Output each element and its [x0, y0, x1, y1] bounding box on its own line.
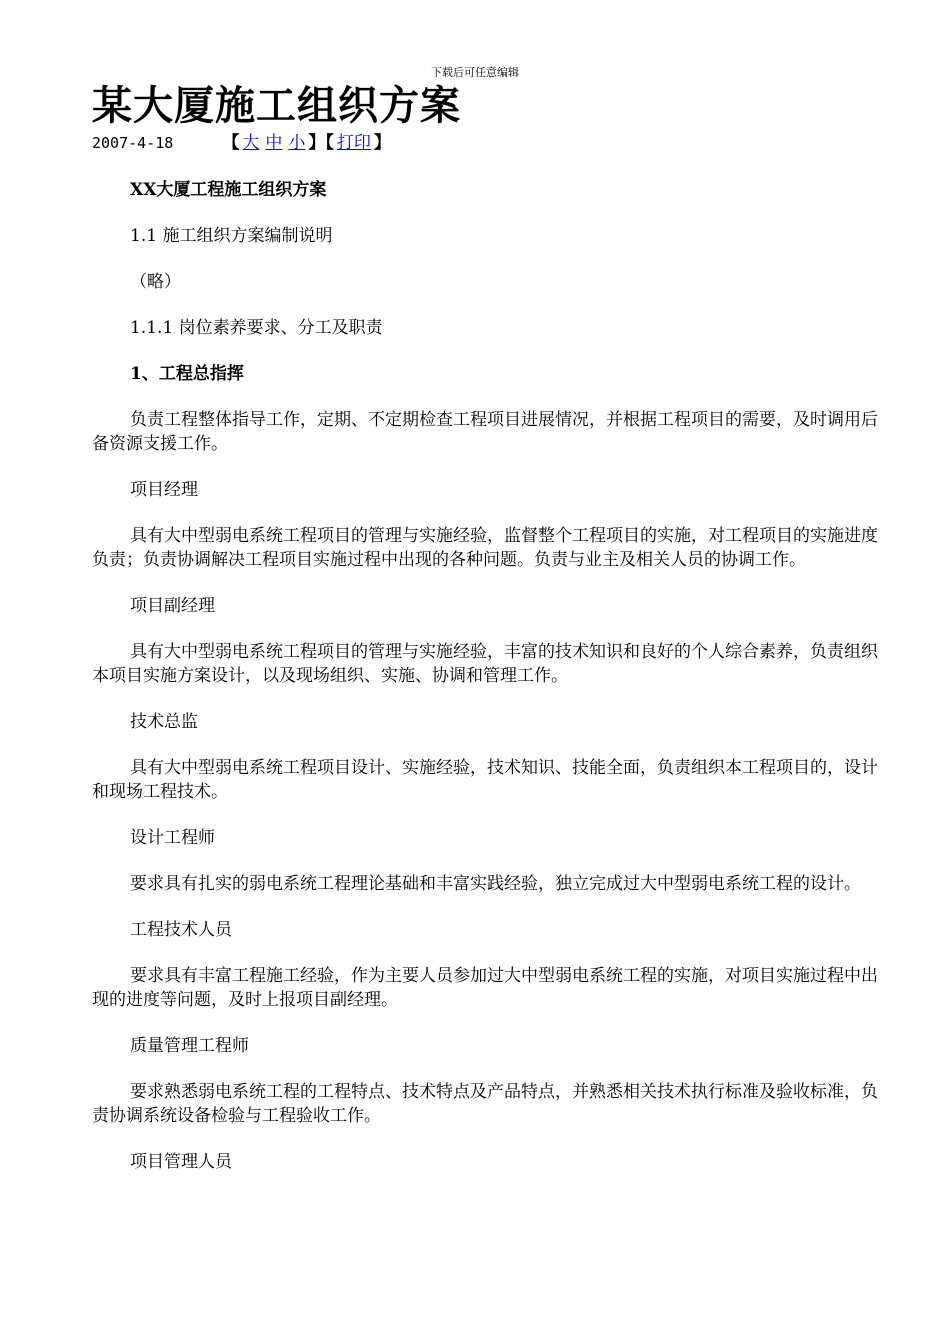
page-title: 某大厦施工组织方案 [92, 82, 461, 129]
bracket-open: 【 [222, 133, 240, 153]
role-heading: 项目经理 [130, 480, 198, 500]
body-paragraph: 具有大中型弱电系统工程项目设计、实施经验，技术知识、技能全面，负责组织本工程项目的，设计和现场工程技术。 [92, 758, 878, 802]
download-note: 下载后可任意编辑 [431, 66, 519, 79]
role-heading: 项目管理人员 [130, 1152, 232, 1172]
bracket-open: 【 [325, 133, 334, 153]
body-paragraph: 要求熟悉弱电系统工程的工程特点、技术特点及产品特点，并熟悉相关技术执行标准及验收标准，负责协调系统设备检验与工程验收工作。 [92, 1082, 878, 1126]
print-link[interactable]: 打印 [336, 133, 371, 153]
body-paragraph: （略） [130, 272, 181, 292]
body-paragraph: 负责工程整体指导工作，定期、不定期检查工程项目进展情况，并根据工程项目的需要，及时调用后备资源支援工作。 [92, 410, 878, 454]
body-paragraph: 具有大中型弱电系统工程项目的管理与实施经验，丰富的技术知识和良好的个人综合素养，负责组织本项目实施方案设计，以及现场组织、实施、协调和管理工作。 [92, 642, 878, 686]
font-size-large-link[interactable]: 大 [242, 133, 260, 153]
body-paragraph: 要求具有丰富工程施工经验，作为主要人员参加过大中型弱电系统工程的实施，对项目实施过程中出现的进度等问题，及时上报项目副经理。 [92, 966, 878, 1010]
role-heading: 项目副经理 [130, 596, 215, 616]
section-heading: 1.1 施工组织方案编制说明 [130, 226, 333, 246]
role-heading: 质量管理工程师 [130, 1036, 249, 1056]
meta-row [92, 131, 391, 155]
body-paragraph: 具有大中型弱电系统工程项目的管理与实施经验，监督整个工程项目的实施，对工程项目的实施进度负责；负责协调解决工程项目实施过程中出现的各种问题。负责与业主及相关人员的协调工作。 [92, 526, 878, 570]
bracket-close: 】 [373, 133, 391, 153]
body-paragraph: 要求具有扎实的弱电系统工程理论基础和丰富实践经验，独立完成过大中型弱电系统工程的设计。 [130, 874, 861, 894]
role-heading: 设计工程师 [130, 828, 215, 848]
font-size-medium-link[interactable]: 中 [265, 133, 283, 153]
section-heading: 1.1.1 岗位素养要求、分工及职责 [130, 318, 383, 338]
section-heading: 1、工程总指挥 [130, 364, 244, 384]
bracket-close: 】 [308, 133, 326, 153]
article-body [92, 178, 892, 1196]
section-heading: XX大厦工程施工组织方案 [130, 180, 327, 200]
font-size-small-link[interactable]: 小 [288, 133, 306, 153]
publish-date: 2007-4-18 [92, 134, 174, 152]
role-heading: 工程技术人员 [130, 920, 232, 940]
role-heading: 技术总监 [130, 712, 198, 732]
